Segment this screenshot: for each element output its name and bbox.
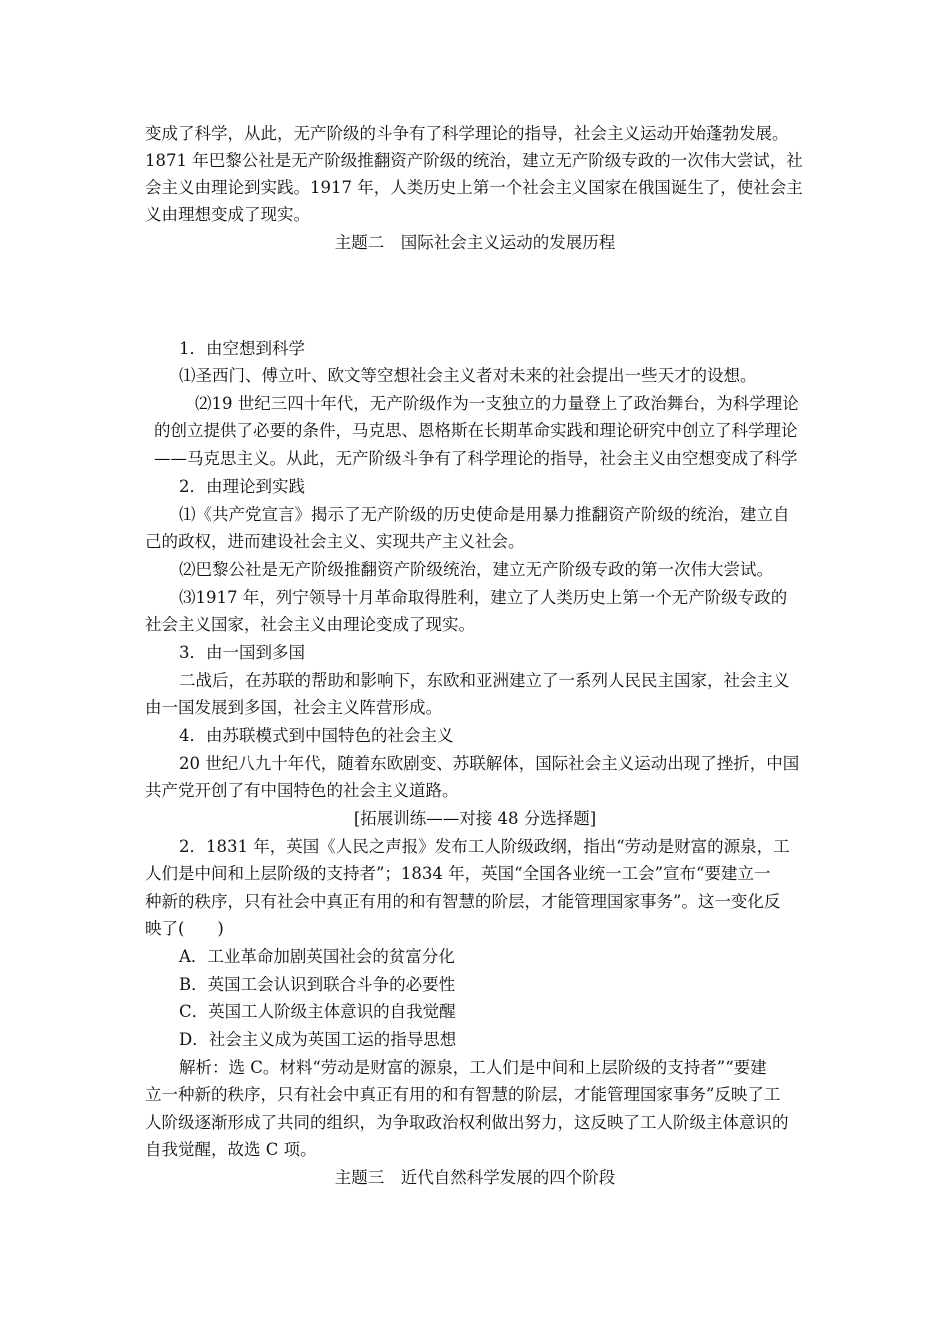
paragraph-line: 共产党开创了有中国特色的社会主义道路。 bbox=[145, 781, 459, 800]
section4-heading: 4．由苏联模式到中国特色的社会主义 bbox=[179, 726, 454, 745]
analysis-line: 自我觉醒，故选 C 项。 bbox=[145, 1140, 317, 1159]
section3-heading: 3．由一国到多国 bbox=[179, 643, 305, 662]
practice-title: [拓展训练——对接 48 分选择题] bbox=[353, 809, 597, 828]
option-d: D．社会主义成为英国工运的指导思想 bbox=[179, 1030, 457, 1049]
topic3-title: 主题三 近代自然科学发展的四个阶段 bbox=[334, 1168, 616, 1187]
paragraph-line: 社会主义国家，社会主义由理论变成了现实。 bbox=[145, 615, 475, 634]
analysis-line: 立一种新的秩序，只有社会中真正有用的和有智慧的阶层，才能管理国家事务”反映了工 bbox=[145, 1085, 781, 1104]
paragraph-line: ⑵巴黎公社是无产阶级推翻资产阶级统治，建立无产阶级专政的第一次伟大尝试。 bbox=[179, 560, 773, 579]
paragraph-line: ⑴圣西门、傅立叶、欧文等空想社会主义者对未来的社会提出一些天才的设想。 bbox=[179, 366, 757, 385]
intro-line: 1871 年巴黎公社是无产阶级推翻资产阶级的统治，建立无产阶级专政的一次伟大尝试，社 bbox=[145, 151, 803, 170]
paragraph-line: 二战后，在苏联的帮助和影响下，东欧和亚洲建立了一系列人民民主国家，社会主义 bbox=[179, 671, 790, 690]
section1-heading: 1．由空想到科学 bbox=[179, 339, 305, 358]
paragraph-line: 己的政权，进而建设社会主义、实现共产主义社会。 bbox=[145, 532, 525, 551]
intro-line: 义由理想变成了现实。 bbox=[145, 205, 310, 224]
intro-line: 会主义由理论到实践。1917 年，人类历史上第一个社会主义国家在俄国诞生了，使社会主 bbox=[145, 178, 803, 197]
question-line: 映了( ) bbox=[145, 919, 224, 938]
intro-line: 变成了科学，从此，无产阶级的斗争有了科学理论的指导，社会主义运动开始蓬勃发展。 bbox=[145, 124, 789, 143]
paragraph-line: ⑴《共产党宣言》揭示了无产阶级的历史使命是用暴力推翻资产阶级的统治，建立自 bbox=[179, 505, 790, 524]
paragraph-line: ⑵19 世纪三四十年代，无产阶级作为一支独立的力量登上了政治舞台，为科学理论 bbox=[195, 394, 799, 413]
analysis-line: 人阶级逐渐形成了共同的组织，为争取政治权利做出努力，这反映了工人阶级主体意识的 bbox=[145, 1113, 789, 1132]
paragraph-line: ⑶1917 年，列宁领导十月革命取得胜利，建立了人类历史上第一个无产阶级专政的 bbox=[179, 588, 788, 607]
option-c: C．英国工人阶级主体意识的自我觉醒 bbox=[179, 1002, 456, 1021]
question-line: 人们是中间和上层阶级的支持者”；1834 年，英国“全国各业统一工会”宣布“要建立一 bbox=[145, 864, 771, 883]
analysis-line: 解析：选 C。材料“劳动是财富的源泉，工人们是中间和上层阶级的支持者”“要建 bbox=[179, 1058, 767, 1077]
topic2-title: 主题二 国际社会主义运动的发展历程 bbox=[334, 233, 616, 252]
option-a: A．工业革命加剧英国社会的贫富分化 bbox=[179, 947, 455, 966]
paragraph-line: 20 世纪八九十年代，随着东欧剧变、苏联解体，国际社会主义运动出现了挫折，中国 bbox=[179, 754, 800, 773]
question-line: 2．1831 年，英国《人民之声报》发布工人阶级政纲，指出“劳动是财富的源泉，工 bbox=[179, 837, 790, 856]
paragraph-line: ——马克思主义。从此，无产阶级斗争有了科学理论的指导，社会主义由空想变成了科学 bbox=[154, 449, 798, 468]
paragraph-line: 由一国发展到多国，社会主义阵营形成。 bbox=[145, 698, 442, 717]
question-line: 种新的秩序，只有社会中真正有用的和有智慧的阶层，才能管理国家事务”。这一变化反 bbox=[145, 892, 781, 911]
option-b: B．英国工会认识到联合斗争的必要性 bbox=[179, 975, 456, 994]
paragraph-line: 的创立提供了必要的条件，马克思、恩格斯在长期革命实践和理论研究中创立了科学理论 bbox=[154, 421, 798, 440]
section2-heading: 2．由理论到实践 bbox=[179, 477, 305, 496]
